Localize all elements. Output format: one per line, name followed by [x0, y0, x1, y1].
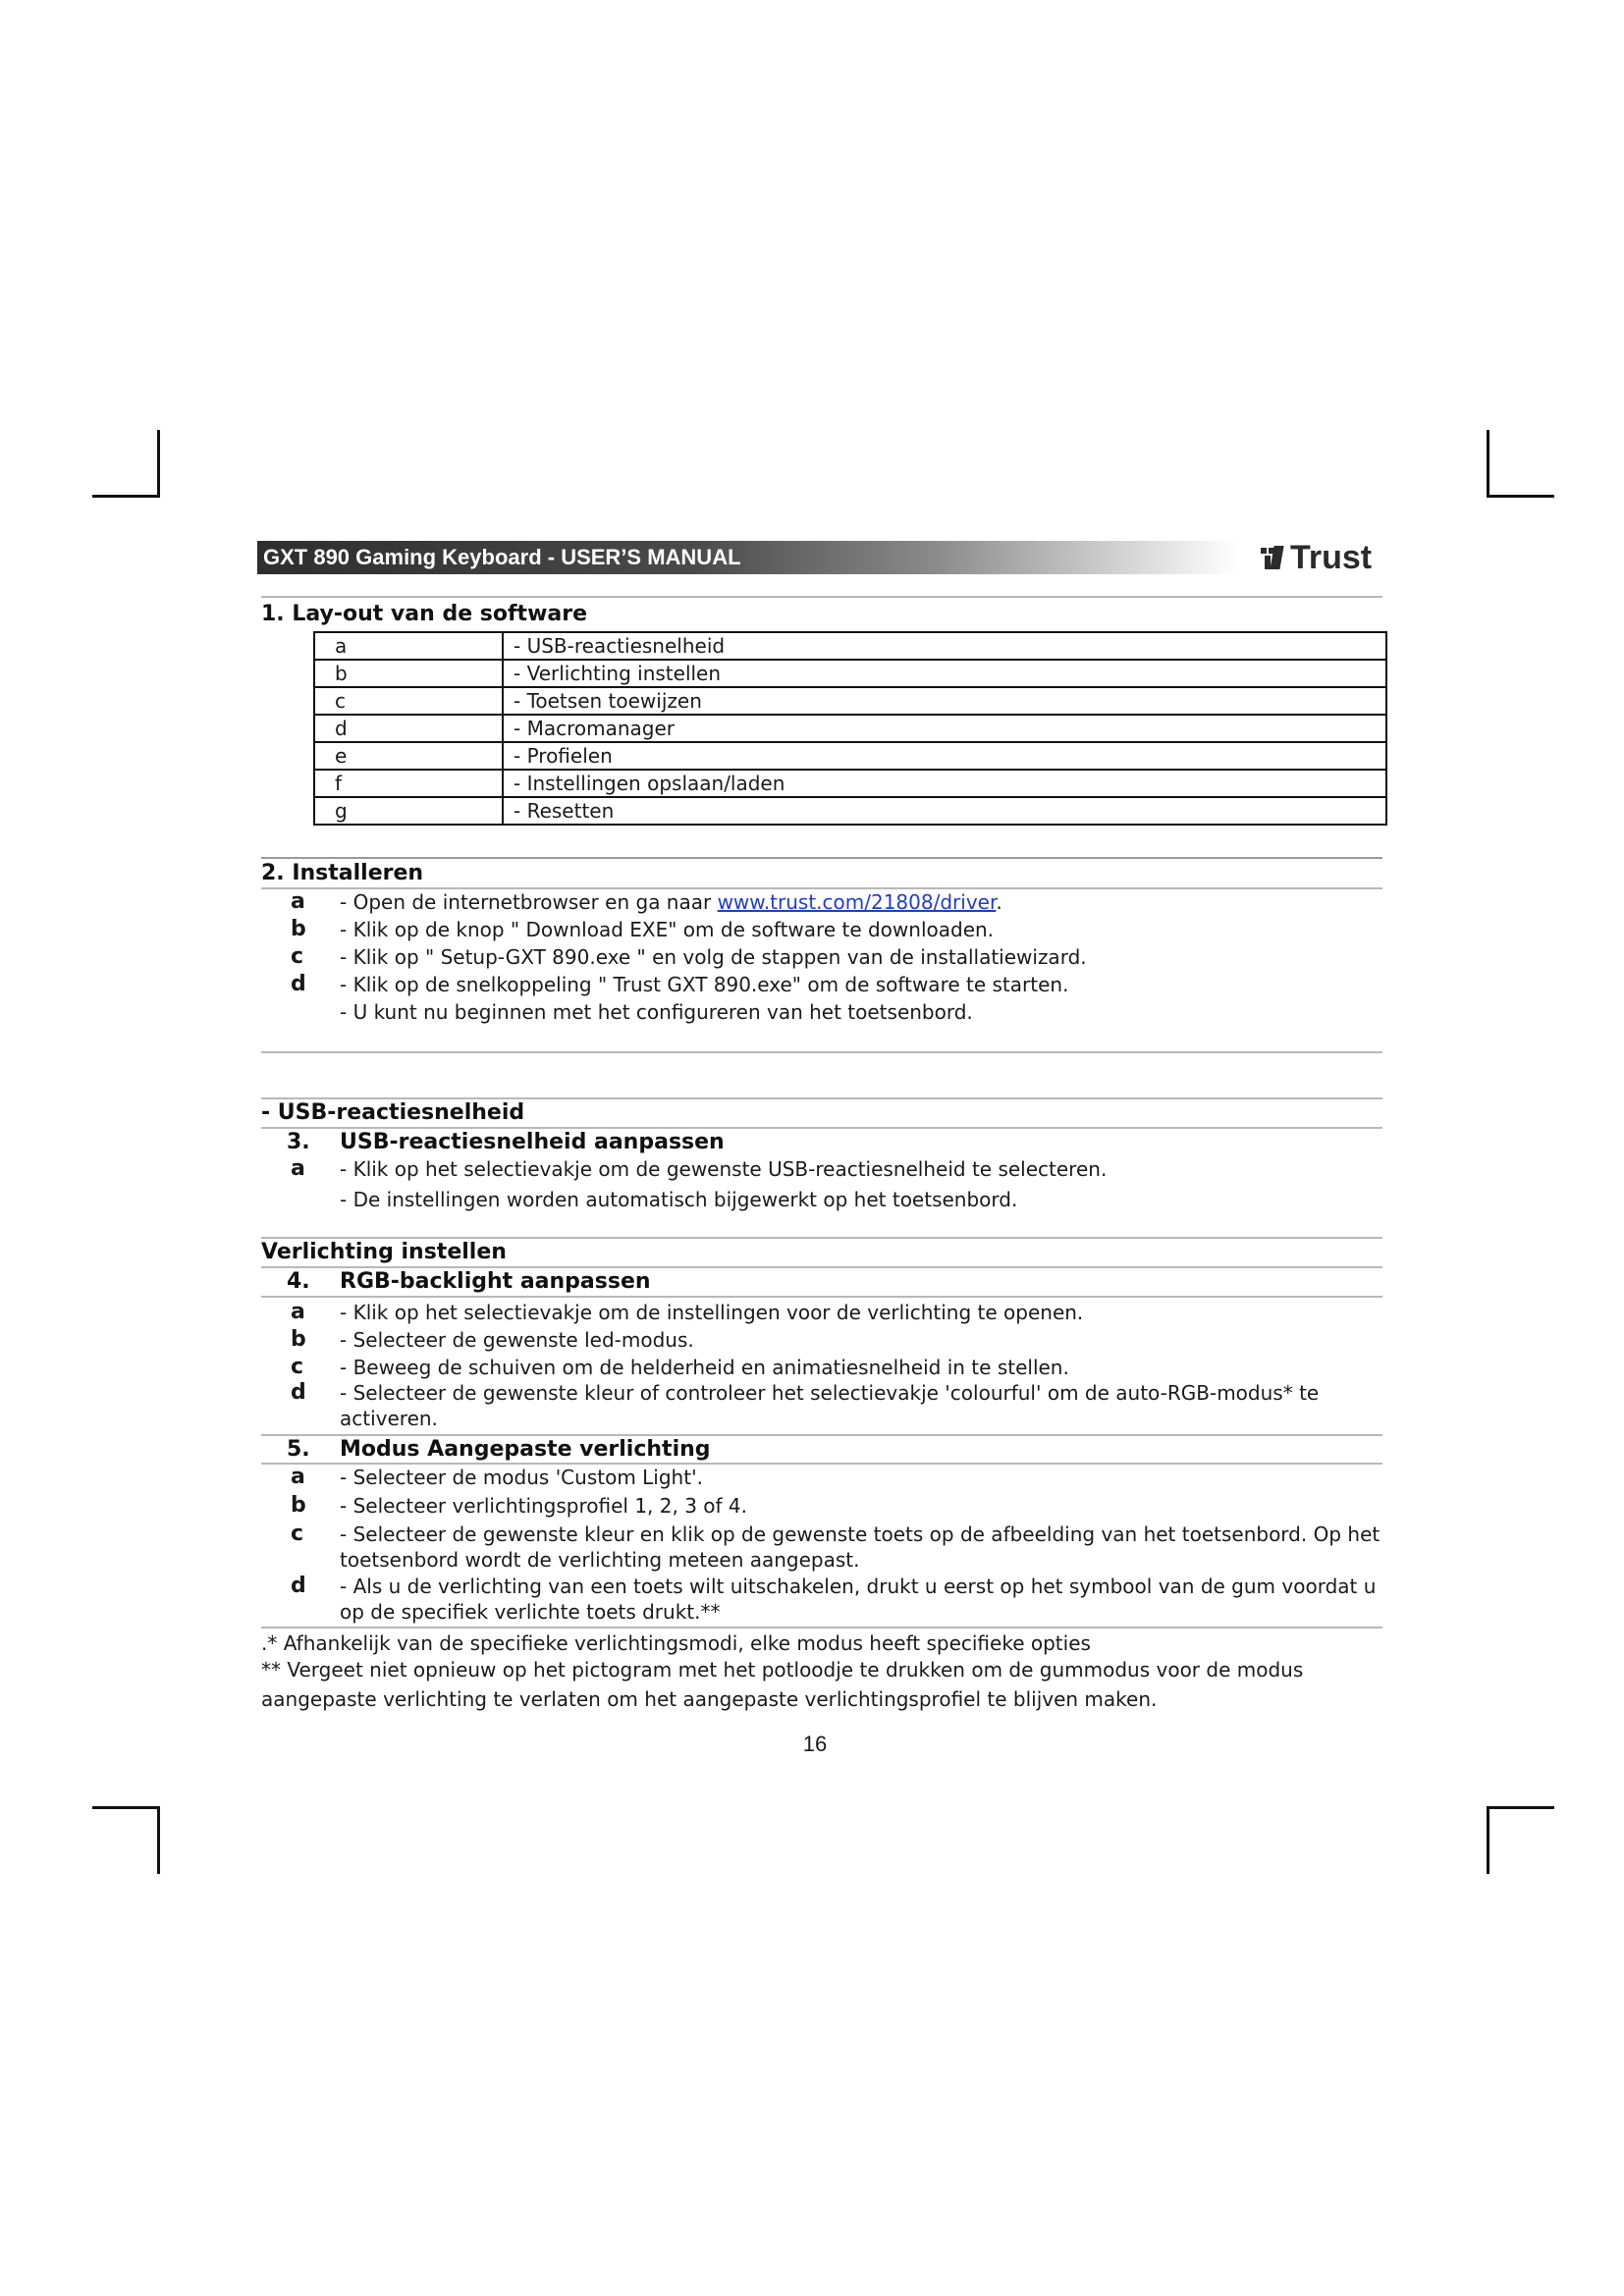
step-letter: d	[291, 1380, 306, 1405]
step-text: - Klik op het selectievakje om de instellingen voor de verlichting te openen.	[340, 1301, 1084, 1324]
section-title-lighting: Verlichting instellen	[261, 1240, 507, 1264]
manual-title: GXT 890 Gaming Keyboard - USER’S MANUAL	[263, 545, 741, 569]
footnote-eraser-mode: ** Vergeet niet opnieuw op het pictogram met het potloodje te drukken om de gummodus voor de modus aangepaste verlichting te verlaten om het aangepaste verlichtingsprofiel te blijven maken.	[261, 1658, 1304, 1711]
trust-logo-icon	[1261, 544, 1286, 571]
table-row	[314, 797, 1386, 825]
table-value: - Verlichting instellen	[503, 660, 1386, 687]
crop-mark-top-right	[1487, 430, 1554, 498]
table-row	[314, 742, 1386, 770]
step-text: - Klik op de knop " Download EXE" om de software te downloaden.	[340, 918, 995, 941]
step-text: - Klik op de snelkoppeling " Trust GXT 890.exe" om de software te starten.	[340, 973, 1069, 996]
step-text-post: .	[996, 890, 1002, 914]
step-text: - Klik op " Setup-GXT 890.exe " en volg de stappen van de installatiewizard.	[340, 945, 1087, 969]
table-value: - Toetsen toewijzen	[503, 687, 1386, 715]
step-text: - Selecteer verlichtingsprofiel 1, 2, 3 of 4.	[340, 1494, 748, 1518]
crop-mark-bottom-right	[1487, 1806, 1554, 1874]
table-value: - Profielen	[503, 742, 1386, 770]
table-key: f	[314, 770, 503, 797]
page-number: 16	[802, 1732, 828, 1756]
section-title-usb: - USB-reactiesnelheid	[261, 1100, 525, 1125]
step-text-pre: - Open de internetbrowser en ga naar	[340, 890, 718, 914]
table-value: - USB-reactiesnelheid	[503, 632, 1386, 660]
step-letter: a	[291, 1300, 305, 1324]
step-letter: c	[291, 1355, 304, 1379]
table-row	[314, 687, 1386, 715]
step-text: - Klik op het selectievakje om de gewenste USB-reactiesnelheid te selecteren.	[340, 1157, 1108, 1181]
step-text: - Selecteer de gewenste kleur of controleer het selectievakje 'colourful' om de auto-RGB-modus* te activeren.	[340, 1381, 1320, 1430]
subsection-number: 5.	[287, 1437, 310, 1462]
subsection-number: 3.	[287, 1130, 310, 1154]
table-row	[314, 770, 1386, 797]
divider	[261, 857, 1382, 859]
step-letter: a	[291, 889, 305, 914]
table-key: c	[314, 687, 503, 715]
table-value: - Resetten	[503, 797, 1386, 825]
section-title-install: 2. Installeren	[261, 861, 424, 885]
step-text: - Selecteer de gewenste kleur en klik op de gewenste toets op de afbeelding van het toetsenbord. Op het toetsenbord wordt de verlichting meteen aangepast.	[340, 1522, 1380, 1572]
trust-logo	[1261, 539, 1372, 576]
subsection-title-usb: USB-reactiesnelheid aanpassen	[340, 1130, 725, 1154]
step-text: - Selecteer de modus 'Custom Light'.	[340, 1466, 703, 1489]
crop-mark-top-left	[92, 430, 160, 498]
table-key: g	[314, 797, 503, 825]
table-row	[314, 715, 1386, 742]
subsection-title-custom: Modus Aangepaste verlichting	[340, 1437, 711, 1462]
trust-logo-text: Trust	[1290, 538, 1373, 576]
driver-link[interactable]: www.trust.com/21808/driver	[717, 890, 997, 914]
manual-header-bar	[257, 541, 1347, 574]
step-letter: d	[291, 1574, 306, 1598]
step-text	[340, 889, 1380, 915]
footnote-lighting-modes: .* Afhankelijk van de specifieke verlichtingsmodi, elke modus heeft specifieke opties	[261, 1631, 1091, 1655]
table-value: - Instellingen opslaan/laden	[503, 770, 1386, 797]
table-row	[314, 632, 1386, 660]
crop-mark-bottom-left	[92, 1806, 160, 1874]
step-text: - Beweeg de schuiven om de helderheid en animatiesnelheid in te stellen.	[340, 1356, 1069, 1379]
table-key: a	[314, 632, 503, 660]
table-value: - Macromanager	[503, 715, 1386, 742]
divider	[261, 596, 1382, 598]
subsection-title-rgb: RGB-backlight aanpassen	[340, 1269, 651, 1294]
divider	[261, 1051, 1382, 1053]
divider	[261, 1296, 1382, 1298]
table-row	[314, 660, 1386, 687]
subsection-number: 4.	[287, 1269, 310, 1294]
step-letter: b	[291, 917, 306, 941]
step-text: - Selecteer de gewenste led-modus.	[340, 1328, 694, 1352]
software-layout-table	[313, 631, 1387, 826]
step-letter: c	[291, 1522, 304, 1546]
table-key: b	[314, 660, 503, 687]
step-letter: b	[291, 1327, 306, 1352]
step-letter: a	[291, 1465, 305, 1489]
step-text: - De instellingen worden automatisch bijgewerkt op het toetsenbord.	[340, 1188, 1018, 1211]
step-letter: d	[291, 972, 306, 996]
table-key: d	[314, 715, 503, 742]
step-letter: c	[291, 944, 304, 969]
step-letter: a	[291, 1156, 305, 1181]
step-text: - U kunt nu beginnen met het configureren van het toetsenbord.	[340, 1000, 973, 1024]
step-letter: b	[291, 1493, 306, 1518]
step-text: - Als u de verlichting van een toets wilt uitschakelen, drukt u eerst op het symbool van de gum voordat u op de specifiek verlichte toets drukt.**	[340, 1575, 1377, 1624]
table-key: e	[314, 742, 503, 770]
section-title-layout: 1. Lay-out van de software	[261, 602, 588, 626]
